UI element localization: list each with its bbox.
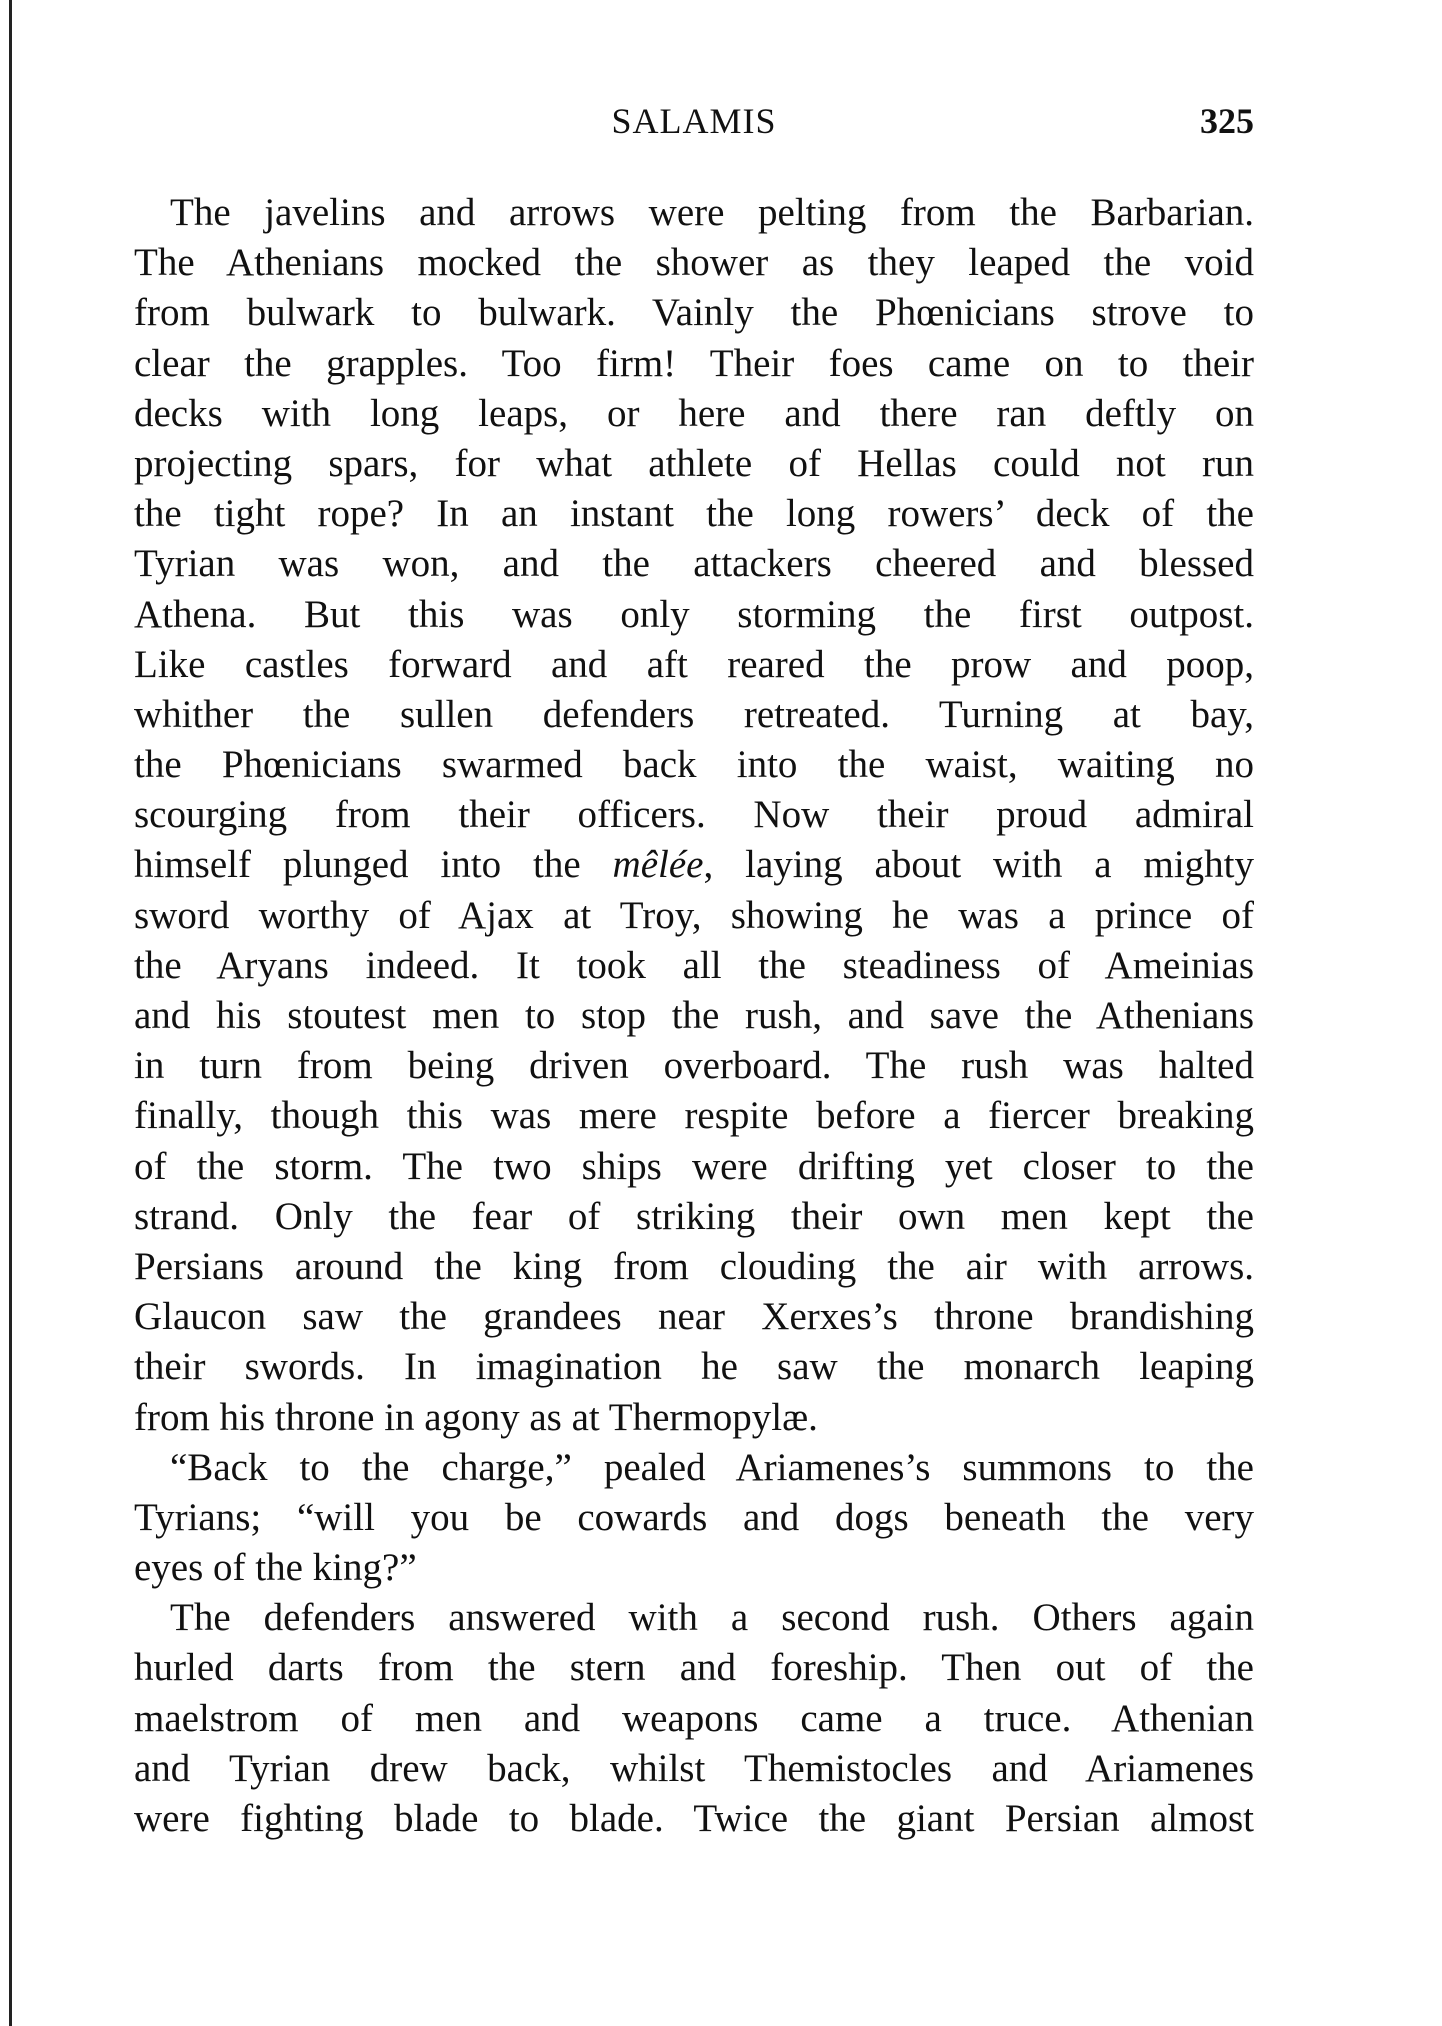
page-body xyxy=(134,188,1254,1844)
text-line: maelstrom of men and weapons came a truce. Athenian xyxy=(134,1696,1254,1740)
running-title: SALAMIS xyxy=(611,101,777,141)
text-line: “Back to the charge,” pealed Ariamenes’s summons to the xyxy=(170,1445,1254,1489)
text-line: Tyrian was won, and the attackers cheered and blessed xyxy=(134,542,1254,586)
text-line: projecting spars, for what athlete of Hellas could not run xyxy=(134,441,1254,485)
text-line: finally, though this was mere respite before a fiercer breaking xyxy=(134,1094,1254,1138)
text-line: strand. Only the fear of striking their own men kept the xyxy=(134,1194,1254,1238)
text-line: The Athenians mocked the shower as they leaped the void xyxy=(134,241,1254,285)
text-line: of the storm. The two ships were drifting yet closer to the xyxy=(134,1144,1254,1188)
text-line: hurled darts from the stern and foreship. Then out of the xyxy=(134,1646,1254,1690)
text-line: the tight rope? In an instant the long rowers’ deck of the xyxy=(134,492,1254,536)
text-line: and his stoutest men to stop the rush, and save the Athenians xyxy=(134,994,1254,1037)
page-binding-edge xyxy=(9,0,12,2026)
text-line: Persians around the king from clouding the air with arrows. xyxy=(134,1244,1254,1288)
text-line: in turn from being driven overboard. The rush was halted xyxy=(134,1044,1254,1088)
text-line: from his throne in agony as at Thermopylæ. xyxy=(134,1395,818,1439)
text-line: Tyrians; “will you be cowards and dogs beneath the very xyxy=(134,1495,1254,1539)
text-line: sword worthy of Ajax at Troy, showing he was a prince of xyxy=(134,893,1254,937)
text-line: their swords. In imagination he saw the monarch leaping xyxy=(134,1345,1254,1389)
text-line: eyes of the king?” xyxy=(134,1546,417,1590)
page-header xyxy=(134,100,1254,150)
text-line: the Aryans indeed. It took all the steadiness of Ameinias xyxy=(134,943,1254,987)
text-line: scourging from their officers. Now their proud admiral xyxy=(134,793,1254,837)
text-line: the Phœnicians swarmed back into the waist, waiting no xyxy=(134,743,1254,787)
text-line: and Tyrian drew back, whilst Themistocles and Ariamenes xyxy=(134,1746,1254,1790)
text-line: were fighting blade to blade. Twice the giant Persian almost xyxy=(134,1797,1254,1840)
text-line: himself plunged into the mêlée, laying about with a mighty xyxy=(134,843,1255,887)
text-line: The javelins and arrows were pelting from the Barbarian. xyxy=(170,191,1254,234)
page-number: 325 xyxy=(1200,101,1254,141)
text-line: The defenders answered with a second rush. Others again xyxy=(170,1596,1254,1640)
text-line: Glaucon saw the grandees near Xerxes’s throne brandishing xyxy=(134,1295,1254,1339)
text-line: Athena. But this was only storming the first outpost. xyxy=(134,592,1254,636)
text-line: from bulwark to bulwark. Vainly the Phœnicians strove to xyxy=(134,291,1254,335)
text-line: whither the sullen defenders retreated. Turning at bay, xyxy=(134,692,1254,736)
text-line: Like castles forward and aft reared the prow and poop, xyxy=(134,642,1254,686)
text-line: decks with long leaps, or here and there ran deftly on xyxy=(134,391,1254,435)
text-line: clear the grapples. Too firm! Their foes came on to their xyxy=(134,341,1254,385)
